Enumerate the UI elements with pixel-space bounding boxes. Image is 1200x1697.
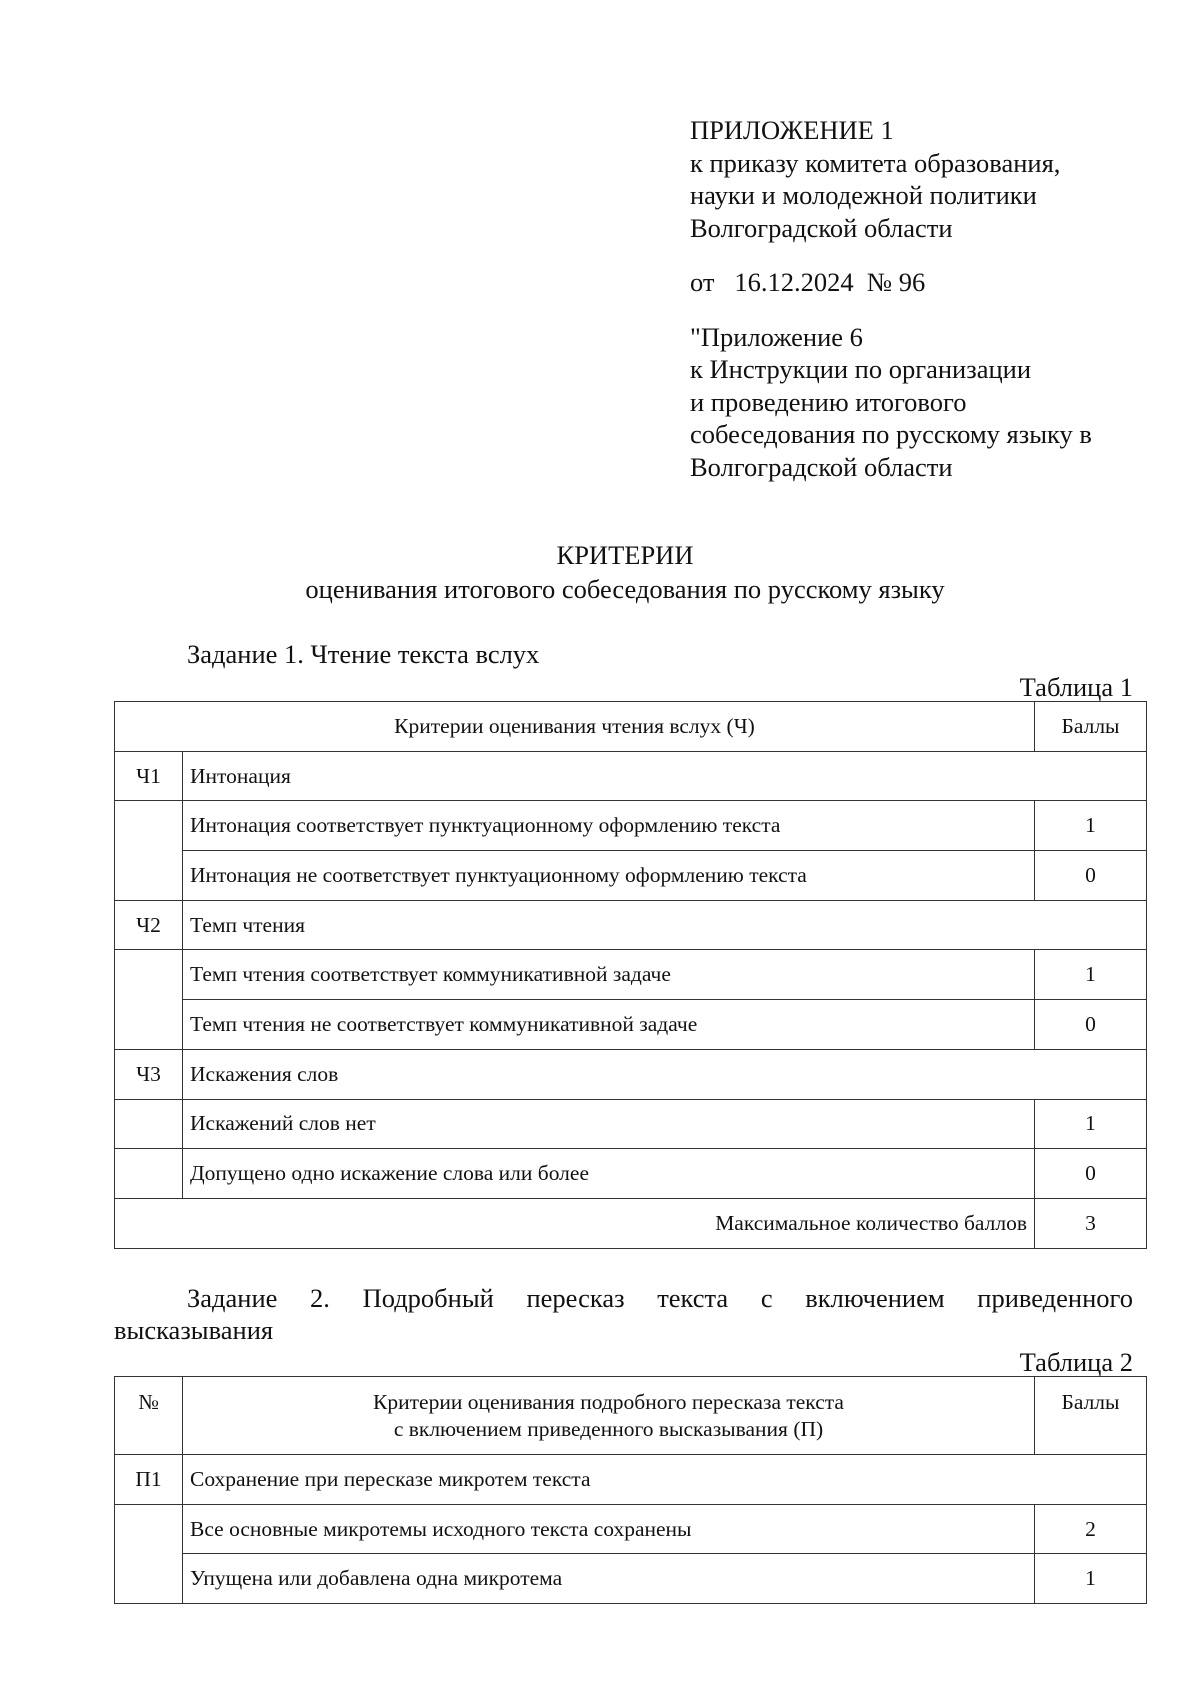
appendix-committee: науки и молодежной политики — [690, 180, 1037, 210]
instruction-line-4: собеседования по русскому языку в — [690, 419, 1092, 449]
max-points-value: 3 — [1035, 1198, 1147, 1248]
instruction-appendix-title: "Приложение 6 — [690, 321, 863, 352]
appendix-order-ref: к приказу комитета образования, — [690, 147, 1061, 178]
appendix-title: ПРИЛОЖЕНИЕ 1 — [690, 115, 894, 145]
table1-total-row — [115, 1198, 1147, 1248]
table1-row — [115, 1099, 1147, 1149]
table2-header-criteria-line1: Критерии оценивания подробного пересказа текста — [373, 1390, 844, 1414]
table1-criterion-row — [115, 1049, 1147, 1099]
table2-header-criteria — [183, 1377, 1035, 1455]
table2-header-points: Баллы — [1035, 1377, 1147, 1455]
table1-row — [115, 851, 1147, 901]
table1-criterion-row — [115, 751, 1147, 801]
table2-row — [115, 1504, 1147, 1554]
table1-row — [115, 1000, 1147, 1050]
criteria-title: КРИТЕРИИ — [556, 540, 694, 570]
empty-code-cell — [115, 801, 183, 900]
criterion-name: Интонация — [183, 751, 1147, 801]
table2 — [114, 1376, 1147, 1604]
row-points: 1 — [1035, 950, 1147, 1000]
order-date-number: от 16.12.2024 № 96 — [690, 267, 926, 297]
empty-code-cell — [115, 1149, 183, 1199]
row-description: Интонация соответствует пунктуационному оформлению текста — [183, 801, 1035, 851]
row-points: 1 — [1035, 1554, 1147, 1604]
table1-criterion-row — [115, 900, 1147, 950]
task2-title-line1: Задание 2. Подробный пересказ текста с включением приведенного — [187, 1283, 1133, 1313]
table1-header-points: Баллы — [1035, 702, 1147, 752]
instruction-line-2: к Инструкции по организации — [690, 354, 1032, 384]
task1-title: Задание 1. Чтение текста вслух — [187, 639, 540, 669]
criterion-code: Ч2 — [115, 900, 183, 950]
row-points: 0 — [1035, 1149, 1147, 1199]
table1-caption: Таблица 1 — [1019, 672, 1133, 702]
row-description: Все основные микротемы исходного текста сохранены — [183, 1504, 1035, 1554]
table2-header-row — [115, 1377, 1147, 1455]
instruction-line-5: Волгоградской области — [690, 451, 953, 482]
row-description: Допущено одно искажение слова или более — [183, 1149, 1035, 1199]
table1-row — [115, 1149, 1147, 1199]
row-description: Темп чтения соответствует коммуникативной задаче — [183, 950, 1035, 1000]
empty-code-cell — [115, 1099, 183, 1149]
criterion-code: П1 — [115, 1455, 183, 1505]
table1-header-criteria: Критерии оценивания чтения вслух (Ч) — [115, 702, 1035, 752]
row-points: 1 — [1035, 801, 1147, 851]
max-points-label: Максимальное количество баллов — [115, 1198, 1035, 1248]
criterion-code: Ч1 — [115, 751, 183, 801]
table2-header-criteria-line2: с включением приведенного высказывания (П) — [393, 1417, 824, 1441]
criterion-name: Сохранение при пересказе микротем текста — [183, 1455, 1147, 1505]
criterion-name: Искажения слов — [183, 1049, 1147, 1099]
row-points: 0 — [1035, 851, 1147, 901]
row-description: Искажений слов нет — [183, 1099, 1035, 1149]
table2-header-num: № — [115, 1377, 183, 1455]
table1 — [114, 701, 1147, 1249]
table1-header-row — [115, 702, 1147, 752]
row-points: 0 — [1035, 1000, 1147, 1050]
criterion-code: Ч3 — [115, 1049, 183, 1099]
table2-caption: Таблица 2 — [1019, 1347, 1133, 1377]
criteria-subtitle: оценивания итогового собеседования по русскому языку — [305, 574, 945, 604]
task2-title-line2: высказывания — [114, 1315, 274, 1345]
row-description: Интонация не соответствует пунктуационному оформлению текста — [183, 851, 1035, 901]
criterion-name: Темп чтения — [183, 900, 1147, 950]
table1-row — [115, 801, 1147, 851]
empty-code-cell — [115, 950, 183, 1049]
empty-code-cell — [115, 1504, 183, 1603]
instruction-line-3: и проведению итогового — [690, 386, 967, 417]
appendix-header — [690, 114, 1170, 483]
appendix-region: Волгоградской области — [690, 212, 953, 243]
table2-row — [115, 1554, 1147, 1604]
table1-row — [115, 950, 1147, 1000]
row-points: 2 — [1035, 1504, 1147, 1554]
row-description: Темп чтения не соответствует коммуникативной задаче — [183, 1000, 1035, 1050]
row-description: Упущена или добавлена одна микротема — [183, 1554, 1035, 1604]
table2-criterion-row — [115, 1455, 1147, 1505]
row-points: 1 — [1035, 1099, 1147, 1149]
